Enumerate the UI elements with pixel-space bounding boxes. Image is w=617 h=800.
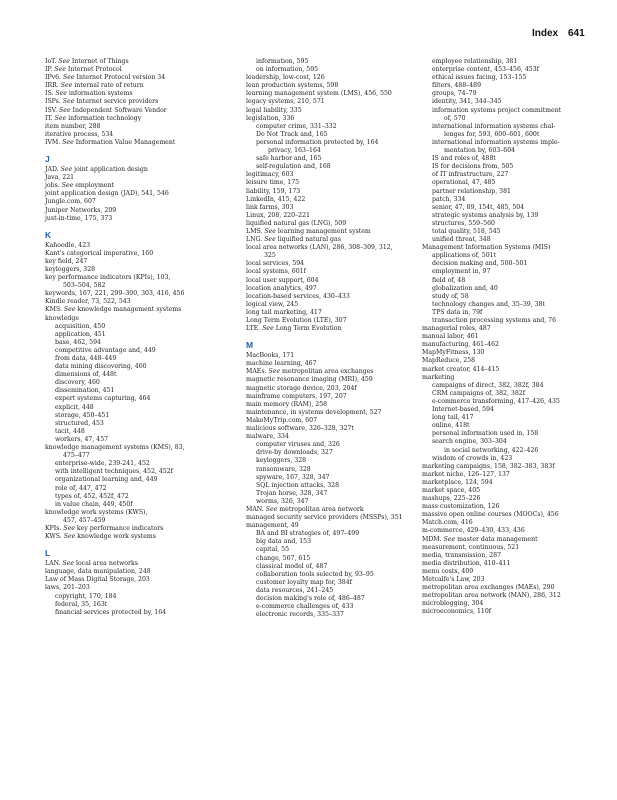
index-entry: in social networking, 422–426	[444, 446, 539, 454]
index-entry: 475–477	[63, 452, 90, 460]
index-entry: marketing	[422, 373, 455, 381]
index-entry: operational, 47, 485	[432, 179, 496, 187]
index-entry: dissemination, 451	[55, 387, 115, 395]
index-entry: tacit, 448	[55, 427, 85, 435]
index-entry: in value chain, 449, 450f	[55, 500, 133, 508]
index-entry: ISPs. See Internet service providers	[45, 98, 159, 106]
index-entry: application, 451	[55, 330, 106, 338]
index-entry: e-commerce transforming, 417–426, 435	[432, 397, 560, 405]
index-entry: management, 49	[246, 522, 299, 530]
index-entry: BA and BI strategies of, 497–499	[256, 530, 360, 538]
index-entry: IT. See information technology	[45, 114, 142, 122]
index-entry: electronic records, 335–337	[256, 611, 344, 619]
index-entry: IVM. See Information Value Management	[45, 138, 176, 146]
index-entry: unified threat, 348	[432, 236, 491, 244]
index-entry: joint application design (JAD), 541, 546	[45, 190, 169, 198]
index-entry: local area networks (LAN), 286, 308–309, 312,	[246, 244, 393, 252]
index-entry: MAEs. See metropolitan area exchanges	[246, 368, 374, 376]
index-entry: big data and, 153	[256, 538, 312, 546]
index-entry: keyloggers, 328	[45, 265, 96, 273]
index-entry: magnetic resonance imaging (MRI), 459	[246, 376, 373, 384]
index-entry: malicious software, 326–328, 327t	[246, 425, 354, 433]
index-entry: MapReduce, 258	[422, 357, 476, 365]
index-entry: study of, 58	[432, 292, 469, 300]
index-entry: MapMyFitness, 130	[422, 349, 485, 357]
index-entry: 503–504, 582	[63, 282, 106, 290]
index-entry: massive open online courses (MOOCs), 456	[422, 511, 559, 519]
index-entry: key performance indicators (KPIs), 103,	[45, 274, 171, 282]
index-entry: MakeMyTrip.com, 607	[246, 416, 318, 424]
index-entry: total quality, 518, 545	[432, 227, 501, 235]
index-entry: marketing campaigns, 158, 382–383, 383f	[422, 462, 555, 470]
index-entry: knowledge	[45, 314, 79, 322]
index-entry: Kindle reader, 73, 522, 543	[45, 298, 131, 306]
index-entry: ransomware, 328	[256, 465, 311, 473]
index-entry: media distribution, 410–411	[422, 559, 511, 567]
index-entry: groups, 74–79	[432, 90, 477, 98]
index-entry: logical view, 245	[246, 300, 299, 308]
index-entry: MacBooks, 171	[246, 352, 295, 360]
index-column-3	[422, 58, 597, 616]
index-entry: location analytics, 497	[246, 284, 317, 292]
index-entry: leadership, low-cost, 126	[246, 74, 325, 82]
index-entry: on information, 595	[256, 66, 319, 74]
index-entry: from data, 448–449	[55, 355, 117, 362]
index-entry: international information systems imple-	[432, 138, 560, 146]
running-head-title: Index	[532, 28, 559, 39]
index-entry: patch, 334	[432, 195, 466, 203]
index-entry: collaboration tools selected by, 93–95	[256, 570, 374, 578]
index-entry: dimensions of, 448t	[55, 371, 117, 379]
index-entry: IRR. See internal rate of return	[45, 82, 144, 90]
index-entry: Internet-based, 594	[432, 406, 494, 414]
index-entry: main memory (RAM), 258	[246, 400, 328, 408]
index-entry: search engine, 303–304	[432, 438, 507, 446]
index-entry: CRM campaigns of, 382, 382f	[432, 389, 526, 397]
index-entry: ethical issues facing, 153–155	[432, 74, 527, 82]
index-entry: data resources, 241–245	[256, 586, 334, 594]
index-entry: microblogging, 304	[422, 600, 484, 608]
index-entry: organizational learning and, 449	[55, 476, 158, 484]
index-entry: KMS. See knowledge management systems	[45, 306, 182, 314]
index-entry: information systems project commitment	[432, 106, 562, 114]
index-entry: LTE. See Long Term Evolution	[246, 325, 342, 333]
index-entry: types of, 452, 452f, 472	[55, 492, 129, 500]
index-entry: metropolitan area exchanges (MAEs), 290	[422, 584, 555, 592]
index-entry: KWS. See knowledge work systems	[45, 533, 156, 541]
index-entry: of, 570	[444, 114, 466, 122]
index-entry: LAN. See local area networks	[45, 560, 138, 568]
index-entry: LNG. See liquified natural gas	[246, 236, 341, 244]
index-entry: personal information protected by, 164	[256, 138, 379, 146]
index-entry: Kant's categorical imperative, 160	[45, 249, 154, 257]
index-column-2	[246, 58, 421, 619]
index-entry: expert systems capturing, 464	[55, 395, 151, 403]
index-entry: keyloggers, 328	[256, 457, 307, 465]
index-entry: SQL injection attacks, 328	[256, 481, 340, 489]
index-entry: self-regulation and, 168	[256, 163, 331, 171]
index-entry: strategic systems analysis by, 139	[432, 211, 539, 219]
index-entry: IS and roles of, 488t	[432, 155, 496, 163]
index-entry: lenges for, 593, 600–601, 600t	[444, 130, 540, 138]
index-entry: market creator, 414–415	[422, 365, 500, 373]
index-entry: jobs. See employment	[45, 182, 114, 190]
index-entry: knowledge work systems (KWS),	[45, 508, 148, 516]
index-entry: legacy systems, 210, 571	[246, 98, 325, 106]
page-number: 641	[568, 28, 585, 39]
index-entry: Match.com, 416	[422, 519, 473, 527]
index-entry: managed security service providers (MSSPs), 351	[246, 514, 403, 522]
index-entry: capital, 55	[256, 546, 290, 554]
index-entry: measurement, continuous, 521	[422, 543, 520, 551]
index-entry: online, 418t	[432, 422, 470, 430]
index-entry: IPv6. See Internet Protocol version 34	[45, 74, 166, 82]
index-entry: m-commerce, 429–430, 433, 436	[422, 527, 525, 535]
index-entry: 457, 457–459	[63, 516, 106, 524]
index-entry: mentation by, 603–604	[444, 147, 516, 155]
index-entry: legal liability, 335	[246, 106, 302, 114]
index-entry: IS. See information systems	[45, 90, 133, 98]
index-entry: Juniper Networks, 209	[45, 206, 117, 214]
index-entry: partner relationship, 381	[432, 187, 511, 195]
index-letter-heading: L	[45, 548, 51, 559]
index-entry: KPIs. See key performance indicators	[45, 524, 164, 532]
index-entry: identity, 341, 344–345	[432, 98, 502, 106]
index-entry: personal information used in, 158	[432, 430, 539, 438]
index-entry: iterative process, 534	[45, 130, 114, 138]
index-entry: mashups, 225–226	[422, 495, 481, 503]
index-entry: campaigns of direct, 382, 382f, 384	[432, 381, 544, 389]
index-entry: mainframe computers, 197, 207	[246, 392, 347, 400]
index-entry: IS for decisions from, 505	[432, 163, 514, 171]
index-entry: key field, 247	[45, 257, 88, 265]
index-entry: just-in-time, 175, 373	[45, 214, 113, 222]
index-entry: of IT infrastructure, 227	[432, 171, 509, 179]
index-entry: acquisition, 450	[55, 322, 106, 330]
index-entry: discovery, 460	[55, 379, 100, 387]
index-entry: Long Term Evolution (LTE), 307	[246, 317, 347, 324]
index-entry: e-commerce challenges of, 433	[256, 603, 354, 611]
index-entry: Linux, 208, 220–221	[246, 211, 310, 219]
index-entry: local systems, 601f	[246, 268, 306, 276]
index-entry: role of, 447, 472	[55, 484, 107, 492]
index-entry: structured, 453	[55, 419, 104, 427]
index-entry: mass customization, 126	[422, 503, 500, 511]
index-entry: drive-by downloads, 327	[256, 449, 333, 457]
index-entry: JAD. See joint application design	[45, 166, 148, 174]
index-entry: transaction processing systems and, 76	[432, 317, 557, 324]
index-entry: Java, 221	[45, 174, 75, 182]
index-entry: financial services protected by, 164	[55, 608, 167, 616]
index-entry: base, 462, 594	[55, 338, 101, 346]
index-entry: LinkedIn, 415, 422	[246, 195, 306, 203]
index-entry: field of, 48	[432, 276, 466, 284]
index-entry: local services, 594	[246, 260, 305, 268]
index-entry: data mining discovering, 460	[55, 363, 147, 371]
index-entry: manufacturing, 461–462	[422, 341, 499, 349]
index-entry: employee relationship, 381	[432, 58, 518, 65]
index-entry: federal, 35, 163t	[55, 600, 108, 608]
index-entry: location-based services, 430–433	[246, 292, 350, 300]
index-entry: computer crime, 331–332	[256, 122, 337, 130]
index-entry: customer loyalty map for, 384f	[256, 578, 352, 586]
index-entry: decision making's role of, 486–487	[256, 595, 365, 602]
index-entry: Management Information Systems (MIS)	[422, 244, 551, 252]
index-entry: Metcalfe's Law, 203	[422, 576, 485, 583]
index-entry: explicit, 448	[55, 403, 94, 411]
index-entry: learning management system (LMS), 456, 550	[246, 90, 392, 98]
index-letter-heading: M	[246, 340, 254, 351]
index-entry: privacy, 163–164	[268, 147, 321, 155]
index-entry: globalization and, 40	[432, 284, 498, 292]
index-entry: leisure time, 175	[246, 179, 300, 187]
index-entry: Do Not Track and, 165	[256, 130, 328, 138]
index-entry: 325	[264, 252, 276, 260]
index-entry: structures, 559–560	[432, 219, 495, 227]
index-column-1	[45, 58, 220, 617]
index-entry: enterprise-wide, 239-241, 452	[55, 460, 150, 468]
index-entry: filters, 488–489	[432, 82, 482, 90]
index-entry: long tail marketing, 417	[246, 308, 322, 316]
index-entry: change, 567, 615	[256, 554, 311, 562]
index-entry: market niche, 126–127, 137	[422, 470, 510, 478]
index-entry: applications of, 501t	[432, 252, 497, 260]
index-entry: competitive advantage and, 449	[55, 346, 156, 354]
index-entry: ISV. See Independent Software Vendor	[45, 106, 167, 114]
index-letter-heading: K	[45, 229, 52, 240]
index-entry: TPS data in, 79f	[432, 308, 483, 316]
index-entry: decision making and, 500–501	[432, 260, 528, 268]
index-entry: spyware, 167, 328, 347	[256, 473, 330, 481]
index-entry: safe harbor and, 165	[256, 155, 322, 163]
index-entry: LMS. See learning management system	[246, 227, 371, 235]
index-entry: enterprise content, 453–456, 453f	[432, 66, 539, 74]
index-entry: lean production systems, 598	[246, 82, 339, 90]
index-entry: machine learning, 467	[246, 360, 317, 368]
index-entry: senior, 47, 89, 154t, 485, 504	[432, 203, 525, 211]
index-letter-heading: J	[45, 154, 50, 165]
index-entry: language, data manipulation, 248	[45, 568, 151, 576]
index-entry: IoT. See Internet of Things	[45, 58, 129, 65]
index-entry: workers, 47, 457	[55, 435, 109, 443]
index-entry: liability, 159, 173	[246, 187, 301, 195]
index-entry: magnetic storage device, 203, 204f	[246, 384, 357, 392]
index-entry: managerial roles, 487	[422, 325, 491, 333]
index-entry: IP. See Internet Protocol	[45, 66, 122, 74]
index-entry: market space, 405	[422, 486, 481, 494]
index-entry: copyright, 170, 184	[55, 592, 117, 600]
index-entry: wisdom of crowds in, 423	[432, 454, 513, 462]
index-entry: legislation, 336	[246, 114, 295, 122]
index-entry: Law of Mass Digital Storage, 203	[45, 576, 150, 584]
index-entry: liquified natural gas (LNG), 509	[246, 219, 347, 227]
index-entry: technology changes and, 35–39, 38t	[432, 300, 546, 308]
page-header	[0, 0, 617, 44]
index-entry: MAN. See metropolitan area network	[246, 505, 364, 513]
index-entry: employment in, 97	[432, 268, 491, 276]
index-entry: malware, 334	[246, 433, 289, 441]
index-entry: Jungle.com, 607	[45, 198, 96, 206]
index-entry: Trojan horse, 328, 347	[256, 489, 328, 497]
index-entry: link farms, 303	[246, 203, 294, 211]
index-entry: menu costs, 409	[422, 567, 474, 575]
index-entry: worms, 326, 347	[256, 497, 309, 505]
index-entry: laws, 201–203	[45, 584, 90, 592]
index-entry: information, 595	[256, 58, 309, 65]
index-entry: maintenance, in systems development, 527	[246, 408, 382, 416]
index-entry: classical model of, 487	[256, 562, 328, 570]
index-entry: keywords, 167, 221, 299–300, 303, 416, 456	[45, 290, 185, 298]
index-entry: microeconomics, 110f	[422, 608, 492, 616]
index-entry: item number, 288	[45, 122, 101, 130]
index-entry: long tail, 417	[432, 414, 474, 422]
index-entry: legitimacy, 603	[246, 171, 294, 179]
index-entry: storage, 450–451	[55, 411, 110, 419]
index-entry: Kahoodle, 423	[45, 241, 91, 249]
index-entry: metropolitan area network (MAN), 286, 312	[422, 592, 561, 600]
index-entry: computer viruses and, 326	[256, 441, 340, 449]
index-entry: international information systems chal-	[432, 122, 556, 130]
index-entry: local user support, 604	[246, 276, 319, 284]
index-entry: manual labor, 461	[422, 333, 479, 341]
index-entry: marketplace, 124, 594	[422, 478, 493, 486]
index-entry: media, transmission, 287	[422, 551, 502, 559]
index-entry: with intelligent techniques, 452, 452f	[55, 468, 173, 476]
index-entry: MDM. See master data management	[422, 535, 538, 543]
index-entry: knowledge management systems (KMS), 83,	[45, 444, 185, 452]
